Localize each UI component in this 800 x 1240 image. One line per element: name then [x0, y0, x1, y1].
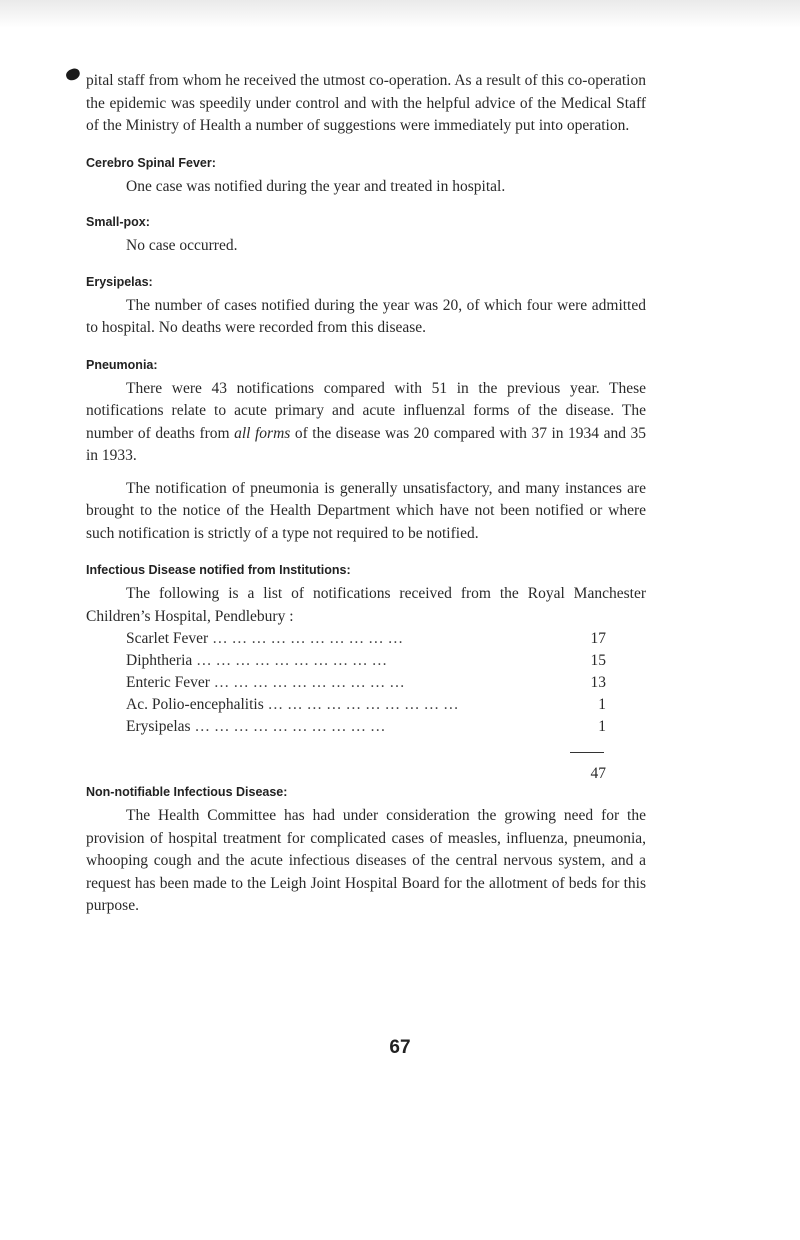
total-rule — [570, 752, 604, 753]
pneumonia-body-1-emphasis: all forms — [234, 424, 291, 442]
erysipelas-body: The number of cases notified during the year was 20, of which four were admitted to hospital. No deaths were recorded from this disease. — [86, 296, 646, 336]
pneumonia-body-2: The notification of pneumonia is generally unsatisfactory, and many instances are brought to the notice of the Health Department which have not been notified or where such notification is strictly of a type not required to be notified. — [86, 479, 646, 542]
cerebro-heading: Cerebro Spinal Fever: — [86, 155, 216, 170]
pneumonia-body-1a: There were 43 notifications compared with 51 in the previous year. These notifications relate to acute primary and acute influenzal forms of the disease. The number of deaths from — [86, 379, 646, 442]
list-item-name: Enteric Fever ………………………… — [126, 674, 409, 691]
list-item-count: 1 — [598, 718, 606, 735]
table-row — [126, 628, 606, 650]
ink-blot — [65, 67, 82, 82]
table-row — [126, 672, 606, 694]
institutions-heading: Infectious Disease notified from Institutions: — [86, 563, 351, 577]
institutions-body: The following is a list of notifications received from the Royal Manchester Children’s Hospital, Pendlebury : — [86, 585, 646, 625]
list-item-count: 1 — [598, 696, 606, 713]
pneumonia-body-1 — [86, 378, 646, 468]
intro-paragraph: pital staff from whom he received the utmost co-operation. As a result of this co-operation the epidemic was speedily under control and with the helpful advice of the Medical Staff of the Ministry of Health a number of suggestions were immediately put into operation. — [86, 72, 646, 134]
table-row — [126, 716, 606, 738]
smallpox-body: No case occurred. — [126, 237, 238, 254]
list-item-count: 15 — [590, 652, 606, 669]
page-top-shadow — [0, 0, 800, 28]
pneumonia-heading: Pneumonia: — [86, 357, 158, 372]
document-page — [86, 70, 646, 918]
list-item-name: Ac. Polio-encephalitis ………………………… — [126, 696, 463, 713]
cerebro-body: One case was notified during the year and treated in hospital. — [126, 177, 506, 195]
nonnotifiable-heading: Non-notifiable Infectious Disease: — [86, 785, 288, 799]
smallpox-heading: Small-pox: — [86, 215, 150, 229]
notifications-table — [126, 628, 606, 738]
table-row — [126, 694, 606, 716]
nonnotifiable-body: The Health Committee has had under consideration the growing need for the provision of hospital treatment for complicated cases of measles, influenza, pneumonia, whooping cough and the acute infectious diseases of the central nervous system, and a request has been made to the Leigh Joint Hospital Board for the allotment of beds for this purpose. — [86, 807, 646, 914]
page-number: 67 — [389, 1037, 411, 1058]
erysipelas-heading: Erysipelas: — [86, 274, 153, 289]
total-count: 47 — [590, 765, 606, 782]
table-row — [126, 650, 606, 672]
list-item-count: 13 — [590, 674, 606, 691]
list-item-count: 17 — [590, 630, 606, 647]
list-item-name: Scarlet Fever ………………………… — [126, 630, 408, 647]
list-item-name: Erysipelas ………………………… — [126, 718, 390, 735]
list-item-name: Diphtheria ………………………… — [126, 652, 392, 669]
pneumonia-body-1b: of the disease was 20 compared with 37 in 1934 and 35 in 1933. — [86, 424, 646, 464]
